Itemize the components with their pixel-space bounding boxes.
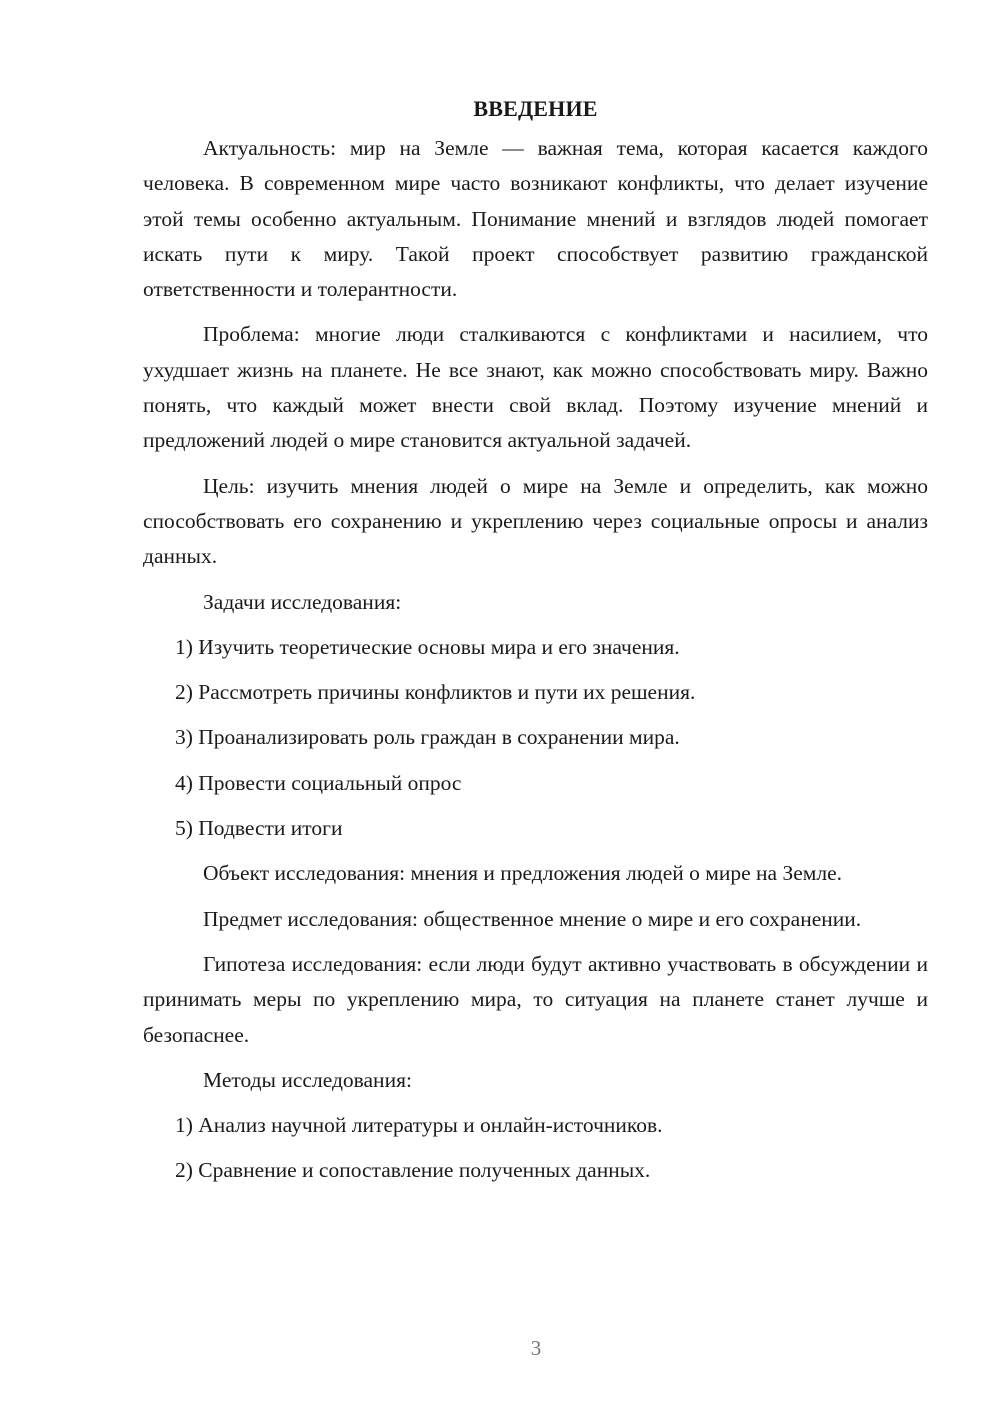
- task-item: 5) Подвести итоги: [175, 816, 343, 841]
- method-item: 1) Анализ научной литературы и онлайн-источников.: [175, 1113, 663, 1138]
- method-item: 2) Сравнение и сопоставление полученных данных.: [175, 1158, 651, 1183]
- task-item: 3) Проанализировать роль граждан в сохранении мира.: [175, 725, 680, 750]
- task-item: 4) Провести социальный опрос: [175, 770, 462, 795]
- relevance-paragraph: Актуальность: мир на Земле — важная тема, которая касается каждого человека. В современном мире часто возникают конфликты, что делает изучение этой темы особенно актуальным. Понимание мнений и взглядов людей помогает искать пути к миру. Такой проект способствует развитию гражданской ответственности и толерантности.: [143, 136, 928, 302]
- section-title: ВВЕДЕНИЕ: [473, 96, 598, 121]
- methods-label: Методы исследования:: [203, 1067, 412, 1092]
- task-item: 2) Рассмотреть причины конфликтов и пути их решения.: [175, 680, 696, 705]
- tasks-label: Задачи исследования:: [203, 589, 402, 614]
- subject-paragraph: Предмет исследования: общественное мнение о мире и его сохранении.: [203, 906, 862, 931]
- object-paragraph: Объект исследования: мнения и предложения людей о мире на Земле.: [203, 861, 843, 886]
- page-content: [143, 92, 928, 1199]
- goal-paragraph: Цель: изучить мнения людей о мире на Земле и определить, как можно способствовать его сохранению и укреплению через социальные опросы и анализ данных.: [143, 473, 928, 569]
- tasks-list: [143, 630, 928, 846]
- task-item: 1) Изучить теоретические основы мира и его значения.: [175, 634, 680, 659]
- hypothesis-paragraph: Гипотеза исследования: если люди будут активно участвовать в обсуждении и принимать меры по укреплению мира, то ситуация на планете станет лучше и безопаснее.: [143, 951, 928, 1047]
- problem-paragraph: Проблема: многие люди сталкиваются с конфликтами и насилием, что ухудшает жизнь на планете. Не все знают, как можно способствовать миру. Важно понять, что каждый может внести свой вклад. Поэтому изучение мнений и предложений людей о мире становится актуальной задачей.: [143, 322, 928, 453]
- page-number: 3: [530, 1336, 542, 1360]
- methods-list: [143, 1108, 928, 1189]
